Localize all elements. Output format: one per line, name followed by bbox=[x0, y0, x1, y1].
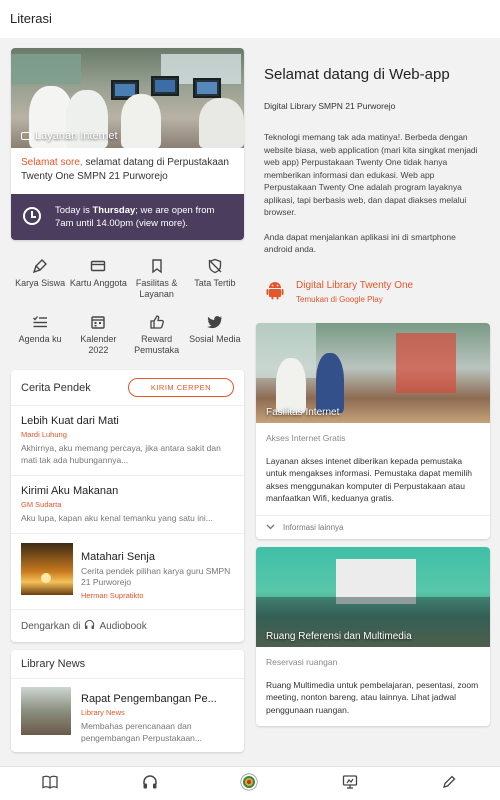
facility-card-internet[interactable]: Fasilitas Internet Akses Internet Gratis Layanan akses intenet diberikan kepada pemustaka untuk mengakses informasi. Pemustaka dapat memilih akses menggunakan komputer di Perpustakaan atau manfaatkan Wifi, keduanya gratis. Informasi lainnya bbox=[256, 323, 490, 539]
welcome-subtitle: Digital Library SMPN 21 Purworejo bbox=[264, 101, 396, 111]
opening-hours[interactable]: Today is Thursday; we are open from 7am until 14.00pm (view more). bbox=[11, 194, 244, 240]
status-day: Thursday bbox=[92, 205, 136, 216]
camera-icon bbox=[21, 132, 31, 140]
chevron-down-icon bbox=[266, 523, 275, 532]
clock-icon bbox=[23, 207, 41, 225]
welcome-paragraph: Teknologi memang tak ada matinya!. Berbeda dengan website biasa, web application (mari kita singkat menjadi web app) Perpustakaan Twenty One tidak hanya memberikan informasi dan edukasi. Web app Perpustakaan Twenty One adalah program layaknya aplikasi, tapi berbasis web, dan dapat diakses melalui browser. bbox=[264, 132, 478, 217]
facility-image: Fasilitas Internet bbox=[256, 323, 490, 423]
menu-fasilitas[interactable]: Fasilitas & Layanan bbox=[128, 258, 186, 300]
bookmark-icon bbox=[149, 258, 165, 274]
news-item[interactable]: Rapat Pengembangan Pe... Library News Membahas perencanaan dan pengembangan Perpustakaan... bbox=[11, 679, 244, 752]
hero-card[interactable] bbox=[11, 48, 244, 240]
brush-icon bbox=[32, 258, 48, 274]
right-column bbox=[256, 48, 490, 726]
presentation-icon bbox=[342, 774, 358, 795]
more-info-toggle[interactable]: Informasi lainnya bbox=[256, 515, 490, 539]
google-play-link[interactable]: Digital Library Twenty One Temukan di Google Play bbox=[266, 280, 490, 305]
kirim-cerpen-button[interactable]: KIRIM CERPEN bbox=[128, 378, 234, 397]
library-logo-icon bbox=[240, 773, 258, 796]
calendar-icon bbox=[90, 314, 106, 330]
featured-story[interactable]: Matahari Senja Cerita pendek pilihan karya guru SMPN 21 Purworejo Herman Supratikto bbox=[11, 534, 244, 610]
cerita-pendek-card bbox=[11, 370, 244, 642]
cerita-header bbox=[11, 370, 244, 406]
headphones-icon bbox=[142, 774, 158, 795]
story-item[interactable]: Kirimi Aku Makanan GM Sudarta Aku lupa, kapan aku kenal temanku yang satu ini... bbox=[11, 476, 244, 534]
greeting-text bbox=[11, 148, 244, 194]
facility-image: Ruang Referensi dan Multimedia bbox=[256, 547, 490, 647]
menu-kartu-anggota[interactable]: Kartu Anggota bbox=[69, 258, 127, 300]
menu-tata-tertib[interactable]: Tata Tertib bbox=[186, 258, 244, 300]
thumbs-up-icon bbox=[149, 314, 165, 330]
pencil-icon bbox=[442, 775, 456, 794]
menu-agenda[interactable]: Agenda ku bbox=[11, 314, 69, 356]
shield-off-icon bbox=[207, 258, 223, 274]
welcome-paragraph-2: Anda dapat menjalankan aplikasi ini di smartphone android anda. bbox=[264, 231, 456, 254]
menu-reward[interactable]: Reward Pemustaka bbox=[128, 314, 186, 356]
nav-edit-button[interactable] bbox=[440, 775, 458, 793]
news-header bbox=[11, 650, 244, 679]
menu-kalender[interactable]: Kalender 2022 bbox=[69, 314, 127, 356]
card-icon bbox=[90, 258, 106, 274]
library-news-card bbox=[11, 650, 244, 752]
news-image bbox=[21, 687, 71, 735]
nav-home-logo-button[interactable] bbox=[240, 775, 258, 793]
android-icon bbox=[266, 280, 284, 305]
story-item[interactable]: Lebih Kuat dari Mati Mardi Luhung Akhirnya, aku memang percaya, jika antara sakit dan mati tak ada hubungannya... bbox=[11, 406, 244, 476]
bottom-nav bbox=[0, 766, 500, 800]
headphones-icon bbox=[84, 619, 95, 633]
greeting-rest: selamat datang di Perpustakaan Twenty One SMPN 21 Purworejo bbox=[21, 157, 229, 182]
left-column bbox=[11, 48, 244, 752]
app-title: Literasi bbox=[10, 11, 52, 26]
cerita-title: Cerita Pendek bbox=[21, 381, 91, 394]
hero-image bbox=[11, 48, 244, 148]
hero-caption: Layanan Internet bbox=[21, 130, 118, 142]
menu-karya-siswa[interactable]: Karya Siswa bbox=[11, 258, 69, 300]
sunset-image bbox=[21, 543, 73, 595]
menu-grid bbox=[11, 258, 244, 356]
greeting-accent: Selamat sore, bbox=[21, 157, 83, 168]
menu-sosial-media[interactable]: Sosial Media bbox=[186, 314, 244, 356]
news-title: Library News bbox=[21, 658, 86, 670]
app-bar bbox=[0, 0, 500, 38]
nav-book-button[interactable] bbox=[41, 775, 59, 793]
welcome-title: Selamat datang di Web-app bbox=[264, 66, 450, 83]
checklist-icon bbox=[32, 314, 48, 330]
facility-card-multimedia[interactable]: Ruang Referensi dan Multimedia Reservasi ruangan Ruang Multimedia untuk pembelajaran, pesentasi, zoom meeting, nonton bareng, atau lainnya. Lihat jadwal penggunaan ruangan. bbox=[256, 547, 490, 727]
audiobook-link[interactable]: Dengarkan di Audiobook bbox=[21, 620, 147, 632]
nav-audio-button[interactable] bbox=[141, 775, 159, 793]
twitter-icon bbox=[207, 314, 223, 330]
nav-present-button[interactable] bbox=[341, 775, 359, 793]
book-open-icon bbox=[42, 775, 58, 794]
